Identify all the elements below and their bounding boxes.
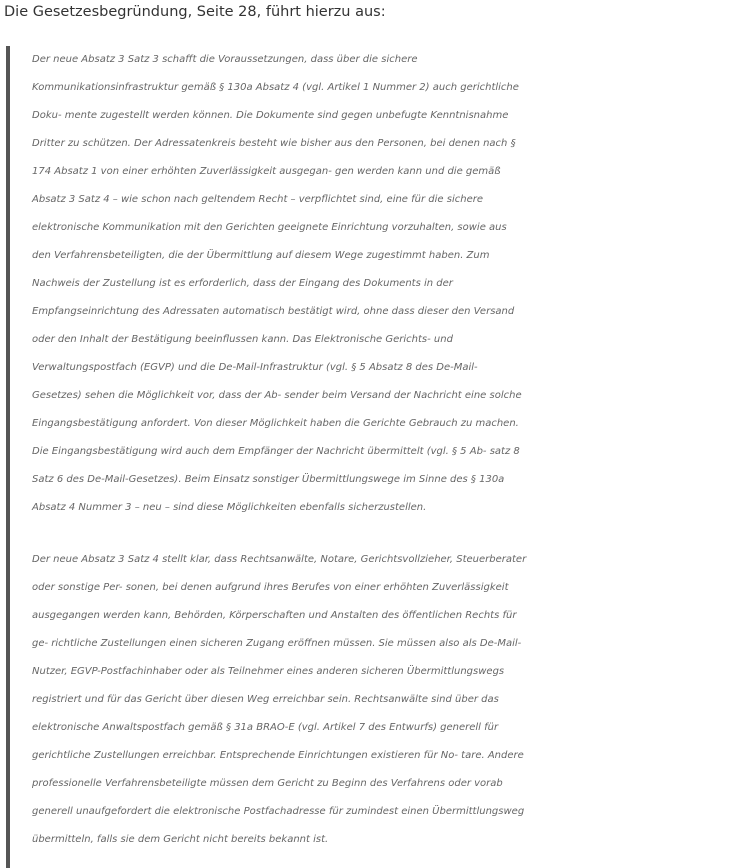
quote-line: registriert und für das Gericht über diesen Weg erreichbar sein. Rechtsanwälte sind über das [32,694,499,705]
quote-line: ge- richtliche Zustellungen einen sicheren Zugang eröffnen müssen. Sie müssen also als De-Mail- [32,638,522,649]
quote-line: Doku- mente zugestellt werden können. Die Dokumente sind gegen unbefugte Kenntnisnahme [32,110,509,121]
quote-line: Absatz 3 Satz 4 – wie schon nach geltendem Recht – verpflichtet sind, eine für die sichere [32,194,483,205]
quote-line: generell unaufgefordert die elektronische Postfachadresse für zumindest einen Übermittlungsweg [32,806,525,817]
blockquote [6,46,732,868]
quote-line: den Verfahrensbeteiligten, die der Übermittlung auf diesem Wege zugestimmt haben. Zum [32,250,490,261]
quote-line: übermitteln, falls sie dem Gericht nicht bereits bekannt ist. [32,834,329,845]
quote-line: Verwaltungspostfach (EGVP) und die De-Mail-Infrastruktur (vgl. § 5 Absatz 8 des De-Mail- [32,362,478,373]
quote-line: oder sonstige Per- sonen, bei denen aufgrund ihres Berufes von einer erhöhten Zuverlässigkeit [32,582,509,593]
quote-line: elektronische Kommunikation mit den Gerichten geeignete Einrichtung vorzuhalten, sowie aus [32,222,507,233]
quote-line: Satz 6 des De-Mail-Gesetzes). Beim Einsatz sonstiger Übermittlungswege im Sinne des § 130a [32,474,505,485]
quote-line: Kommunikationsinfrastruktur gemäß § 130a Absatz 4 (vgl. Artikel 1 Nummer 2) auch gerichtliche [32,82,519,93]
quote-line: Nutzer, EGVP-Postfachinhaber oder als Teilnehmer eines anderen sicheren Übermittlungswegs [32,666,505,677]
quote-line: professionelle Verfahrensbeteiligte müssen dem Gericht zu Beginn des Verfahrens oder vorab [32,778,503,789]
quote-line: Absatz 4 Nummer 3 – neu – sind diese Möglichkeiten ebenfalls sicherzustellen. [32,502,427,513]
quote-line: Der neue Absatz 3 Satz 3 schafft die Voraussetzungen, dass über die sichere [32,54,418,65]
quote-line: Dritter zu schützen. Der Adressatenkreis besteht wie bisher aus den Personen, bei denen nach § [32,138,516,149]
quote-line: Die Eingangsbestätigung wird auch dem Empfänger der Nachricht übermittelt (vgl. § 5 Ab- satz 8 [32,446,520,457]
quote-line: Eingangsbestätigung anfordert. Von dieser Möglichkeit haben die Gerichte Gebrauch zu machen. [32,418,519,429]
quote-line: ausgegangen werden kann, Behörden, Körperschaften und Anstalten des öffentlichen Rechts für [32,610,517,621]
quote-paragraph-1 [32,46,732,522]
intro-text: Die Gesetzesbegründung, Seite 28, führt hierzu aus: [4,4,386,20]
quote-line: 174 Absatz 1 von einer erhöhten Zuverlässigkeit ausgegan- gen werden kann und die gemäß [32,166,501,177]
quote-line: Gesetzes) sehen die Möglichkeit vor, dass der Ab- sender beim Versand der Nachricht eine solche [32,390,522,401]
quote-line: Nachweis der Zustellung ist es erforderlich, dass der Eingang des Dokuments in der [32,278,453,289]
quote-paragraph-2 [32,546,732,854]
quote-line: gerichtliche Zustellungen erreichbar. Entsprechende Einrichtungen existieren für No- tare. Andere [32,750,524,761]
quote-line: Empfangseinrichtung des Adressaten automatisch bestätigt wird, ohne dass dieser den Versand [32,306,515,317]
quote-line: elektronische Anwaltspostfach gemäß § 31a BRAO-E (vgl. Artikel 7 des Entwurfs) generell für [32,722,499,733]
quote-line: oder den Inhalt der Bestätigung beeinflussen kann. Das Elektronische Gerichts- und [32,334,453,345]
quote-line: Der neue Absatz 3 Satz 4 stellt klar, dass Rechtsanwälte, Notare, Gerichtsvollzieher, Steuerberater [32,554,527,565]
